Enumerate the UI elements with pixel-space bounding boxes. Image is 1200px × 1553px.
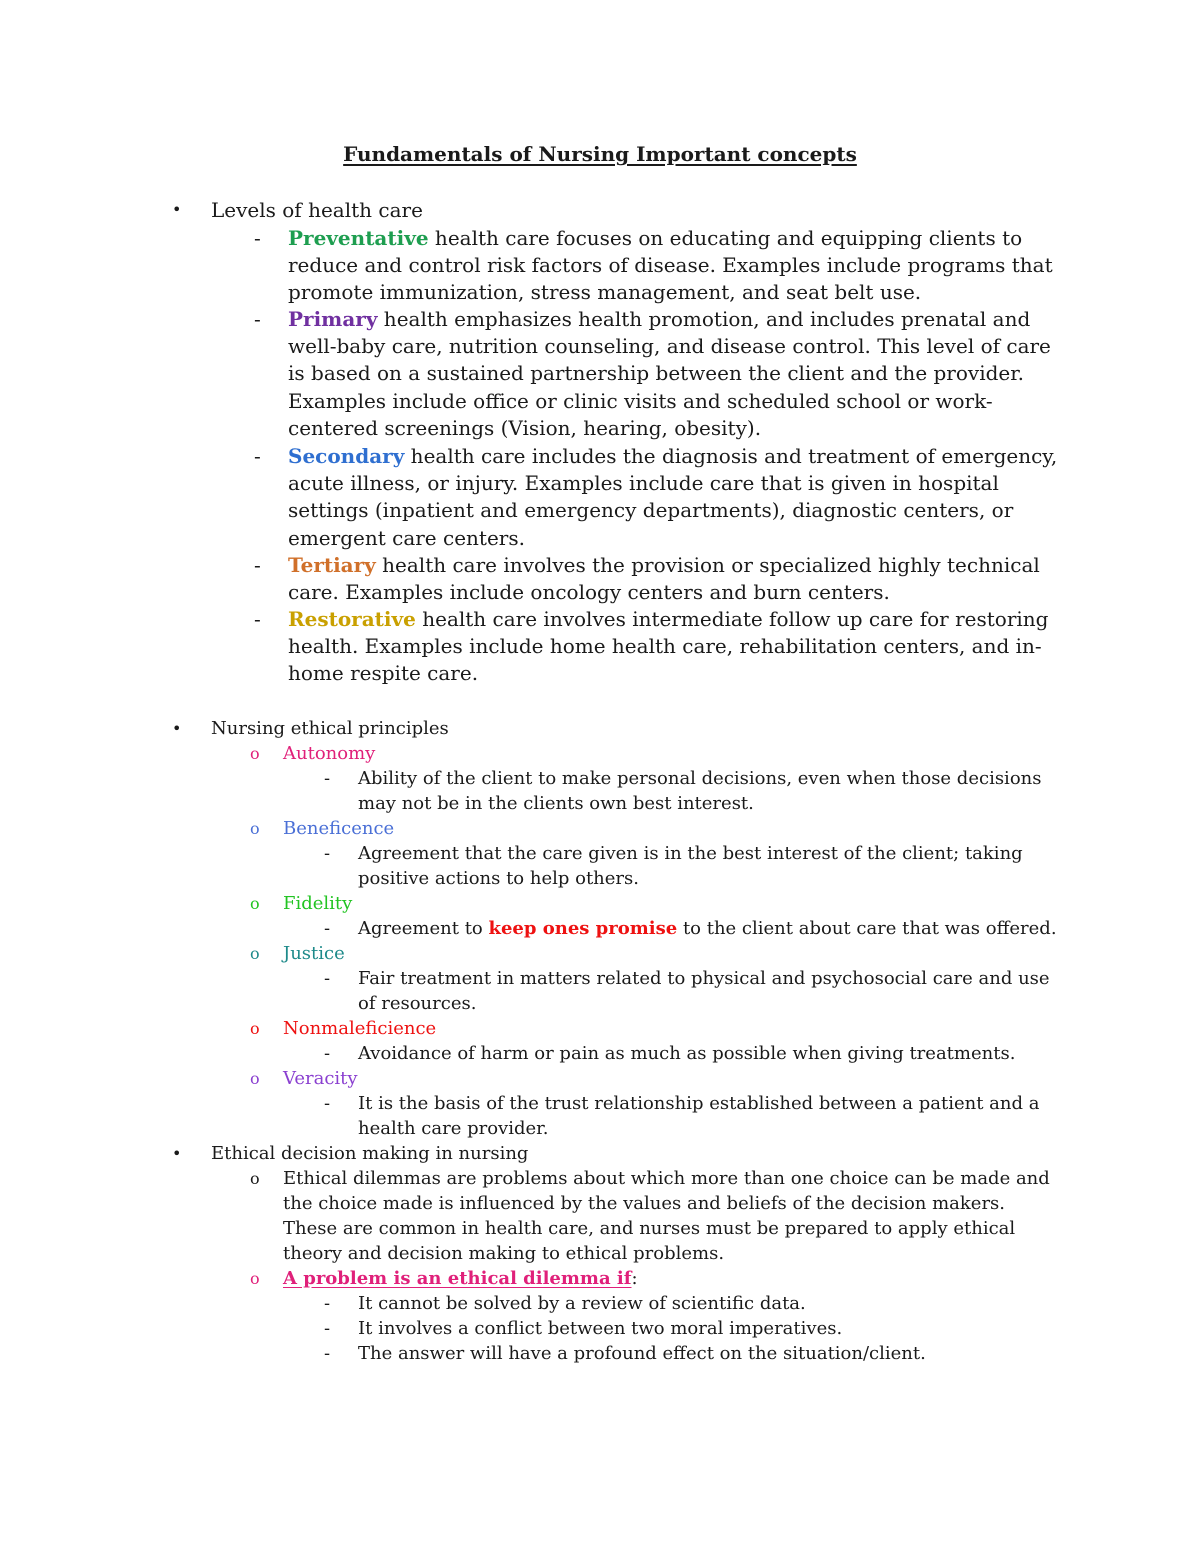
principle-desc-justice: Fair treatment in matters related to physical and psychosocial care and use of resources. xyxy=(358,968,1050,1014)
principle-name-fidelity: Fidelity xyxy=(283,893,353,914)
section-heading-decision: Ethical decision making in nursing xyxy=(211,1143,529,1164)
criteria-heading-text: A problem is an ethical dilemma if xyxy=(283,1268,632,1289)
level-term-preventative: Preventative xyxy=(288,226,429,250)
level-term-secondary: Secondary xyxy=(288,444,405,468)
dash-marker: - xyxy=(324,1343,331,1364)
level-item-tertiary xyxy=(288,552,1068,606)
circle-marker: o xyxy=(250,819,260,838)
principle-desc-veracity: It is the basis of the trust relationship established between a patient and a health care provider. xyxy=(358,1093,1040,1139)
level-text-preventative: health care focuses on educating and equipping clients to reduce and control risk factors of disease. Examples include programs that promote immunization, stress management, and seat belt use. xyxy=(288,226,1053,305)
dash-marker: - xyxy=(254,226,261,250)
circle-marker: o xyxy=(250,1269,260,1288)
level-text-secondary: health care includes the diagnosis and treatment of emergency, acute illness, or injury. Examples include care that is given in hospital settings (inpatient and emergency departments), diagnostic centers, or emergent care centers. xyxy=(288,444,1058,550)
page-title: Fundamentals of Nursing Important concepts xyxy=(343,142,857,166)
principle-desc-autonomy: Ability of the client to make personal decisions, even when those decisions may not be in the clients own best interest. xyxy=(358,768,1042,814)
decision-intro: Ethical dilemmas are problems about which more than one choice can be made and the choice made is influenced by the values and beliefs of the decision makers. These are common in health care, and nurses must be prepared to apply ethical theory and decision making to ethical problems. xyxy=(283,1168,1050,1264)
principle-name-beneficence: Beneficence xyxy=(283,818,395,839)
principle-desc-nonmaleficience: Avoidance of harm or pain as much as possible when giving treatments. xyxy=(358,1043,1016,1064)
level-term-restorative: Restorative xyxy=(288,607,416,631)
principle-name-justice: Justice xyxy=(283,943,345,964)
dash-marker: - xyxy=(254,444,261,468)
circle-marker: o xyxy=(250,1019,260,1038)
criteria-item: It involves a conflict between two moral imperatives. xyxy=(358,1318,843,1339)
level-text-primary: health emphasizes health promotion, and includes prenatal and well-baby care, nutrition counseling, and disease control. This level of care is based on a sustained partnership between the client and the provider. Examples include office or clinic visits and scheduled school or work-centered screenings (Vision, hearing, obesity). xyxy=(288,307,1051,440)
dash-marker: - xyxy=(324,968,331,989)
dash-marker: - xyxy=(254,307,261,331)
fidelity-desc-emphasis: keep ones promise xyxy=(488,918,678,939)
level-item-secondary xyxy=(288,443,1068,552)
principle-name-veracity: Veracity xyxy=(283,1068,358,1089)
principle-desc-fidelity xyxy=(358,916,1063,941)
fidelity-desc-before: Agreement to xyxy=(358,918,489,939)
circle-marker: o xyxy=(250,944,260,963)
dash-marker: - xyxy=(324,1293,331,1314)
criteria-heading xyxy=(283,1266,638,1291)
dash-marker: - xyxy=(324,843,331,864)
principle-name-nonmaleficience: Nonmaleficience xyxy=(283,1018,437,1039)
dash-marker: - xyxy=(324,1043,331,1064)
level-term-primary: Primary xyxy=(288,307,378,331)
level-text-tertiary: health care involves the provision or specialized highly technical care. Examples include oncology centers and burn centers. xyxy=(288,553,1040,605)
fidelity-desc-after: to the client about care that was offered. xyxy=(677,918,1057,939)
dash-marker: - xyxy=(324,1093,331,1114)
criteria-heading-colon: : xyxy=(631,1268,638,1289)
bullet-marker: • xyxy=(172,719,182,738)
level-text-restorative: health care involves intermediate follow up care for restoring health. Examples include home health care, rehabilitation centers, and in-home respite care. xyxy=(288,607,1049,686)
principle-desc-beneficence: Agreement that the care given is in the best interest of the client; taking positive actions to help others. xyxy=(358,843,1023,889)
section-heading-levels: Levels of health care xyxy=(211,198,423,222)
level-item-restorative xyxy=(288,606,1068,688)
circle-marker: o xyxy=(250,744,260,763)
criteria-item: The answer will have a profound effect on the situation/client. xyxy=(358,1343,926,1364)
dash-marker: - xyxy=(324,768,331,789)
dash-marker: - xyxy=(254,553,261,577)
bullet-marker: • xyxy=(172,200,182,219)
dash-marker: - xyxy=(254,607,261,631)
bullet-marker: • xyxy=(172,1144,182,1163)
circle-marker: o xyxy=(250,1169,260,1188)
principle-name-autonomy: Autonomy xyxy=(283,743,376,764)
circle-marker: o xyxy=(250,1069,260,1088)
level-item-preventative xyxy=(288,225,1068,307)
section-heading-ethics: Nursing ethical principles xyxy=(211,718,449,739)
level-term-tertiary: Tertiary xyxy=(288,553,376,577)
circle-marker: o xyxy=(250,894,260,913)
level-item-primary xyxy=(288,306,1068,442)
criteria-item: It cannot be solved by a review of scientific data. xyxy=(358,1293,806,1314)
dash-marker: - xyxy=(324,1318,331,1339)
dash-marker: - xyxy=(324,918,331,939)
